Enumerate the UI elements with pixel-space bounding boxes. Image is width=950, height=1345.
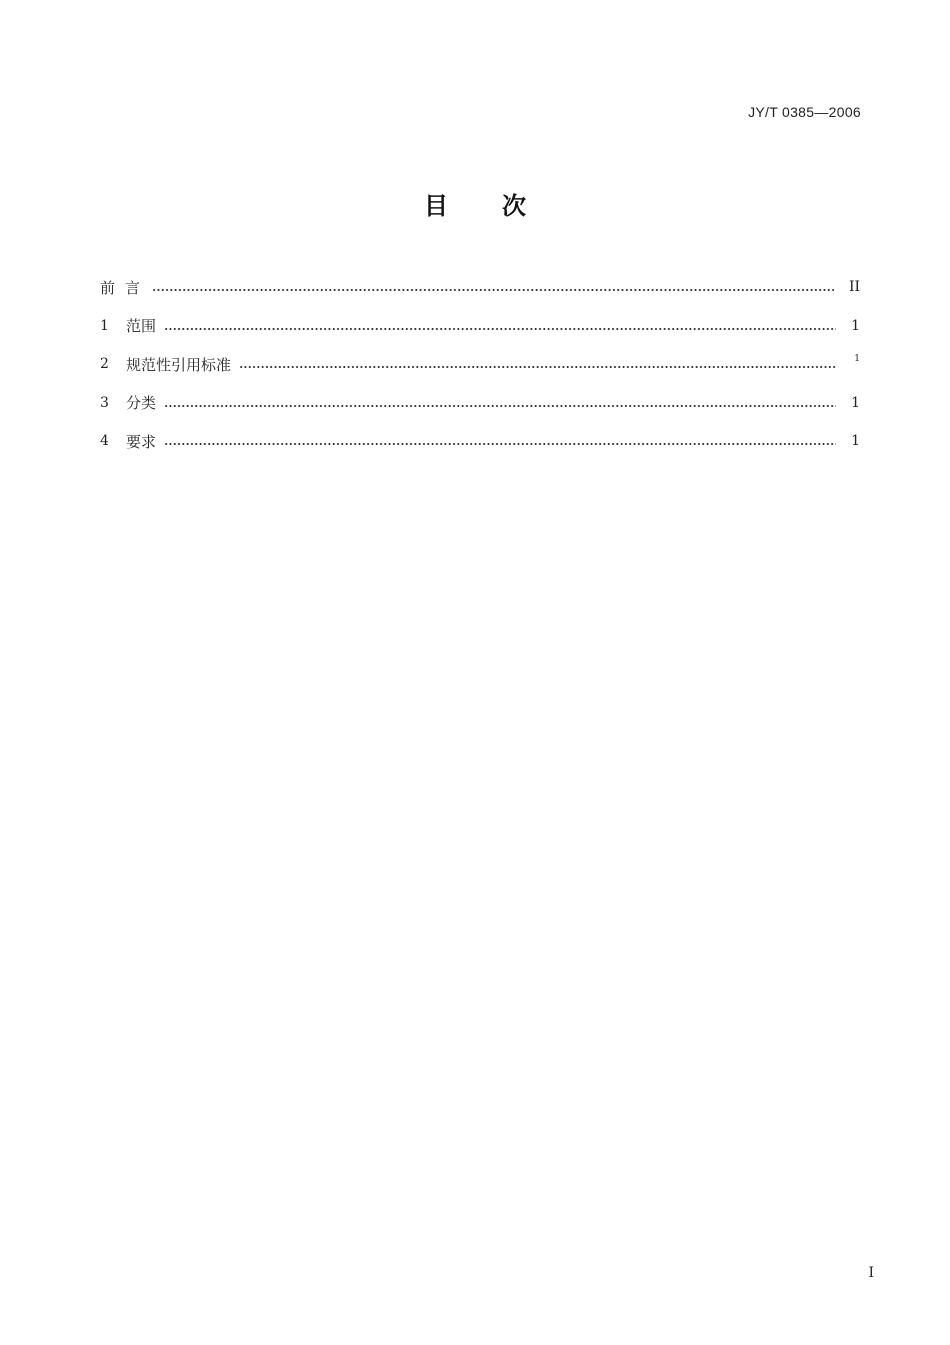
standard-code: JY/T 0385—2006 bbox=[748, 104, 861, 120]
toc-entry-label: 分类 bbox=[126, 394, 157, 413]
toc-entry-foreword[interactable] bbox=[100, 268, 860, 307]
toc-entry-number: 4 bbox=[100, 433, 109, 450]
toc-entry-page: 1 bbox=[851, 394, 860, 411]
toc-entry-number: 2 bbox=[100, 356, 109, 373]
title-char-1: 目 bbox=[424, 192, 448, 220]
toc-entry-label: 范围 bbox=[126, 317, 157, 336]
title-char-2: 次 bbox=[502, 192, 526, 220]
toc-entry-scope[interactable] bbox=[100, 307, 860, 346]
toc-entry-page: 1 bbox=[851, 433, 860, 450]
dot-leader bbox=[164, 443, 836, 445]
dot-leader bbox=[239, 366, 836, 368]
page-number: I bbox=[868, 1265, 874, 1281]
toc-entry-classification[interactable] bbox=[100, 384, 860, 423]
toc-entry-normative-references[interactable] bbox=[100, 345, 860, 384]
dot-leader bbox=[164, 405, 836, 407]
page-title bbox=[0, 186, 950, 221]
toc-entry-number: 1 bbox=[100, 317, 109, 334]
toc-entry-requirements[interactable] bbox=[100, 422, 860, 461]
toc-entry-label: 规范性引用标准 bbox=[126, 355, 232, 374]
toc-entry-page: II bbox=[848, 279, 860, 296]
toc-entry-page: 1 bbox=[854, 354, 860, 364]
toc-entry-label: 要求 bbox=[126, 432, 157, 451]
dot-leader bbox=[164, 328, 836, 330]
toc-entry-page: 1 bbox=[851, 317, 860, 334]
table-of-contents bbox=[100, 268, 860, 461]
toc-entry-number: 3 bbox=[100, 394, 109, 411]
toc-entry-label: 前言 bbox=[100, 278, 151, 297]
dot-leader bbox=[152, 289, 836, 291]
